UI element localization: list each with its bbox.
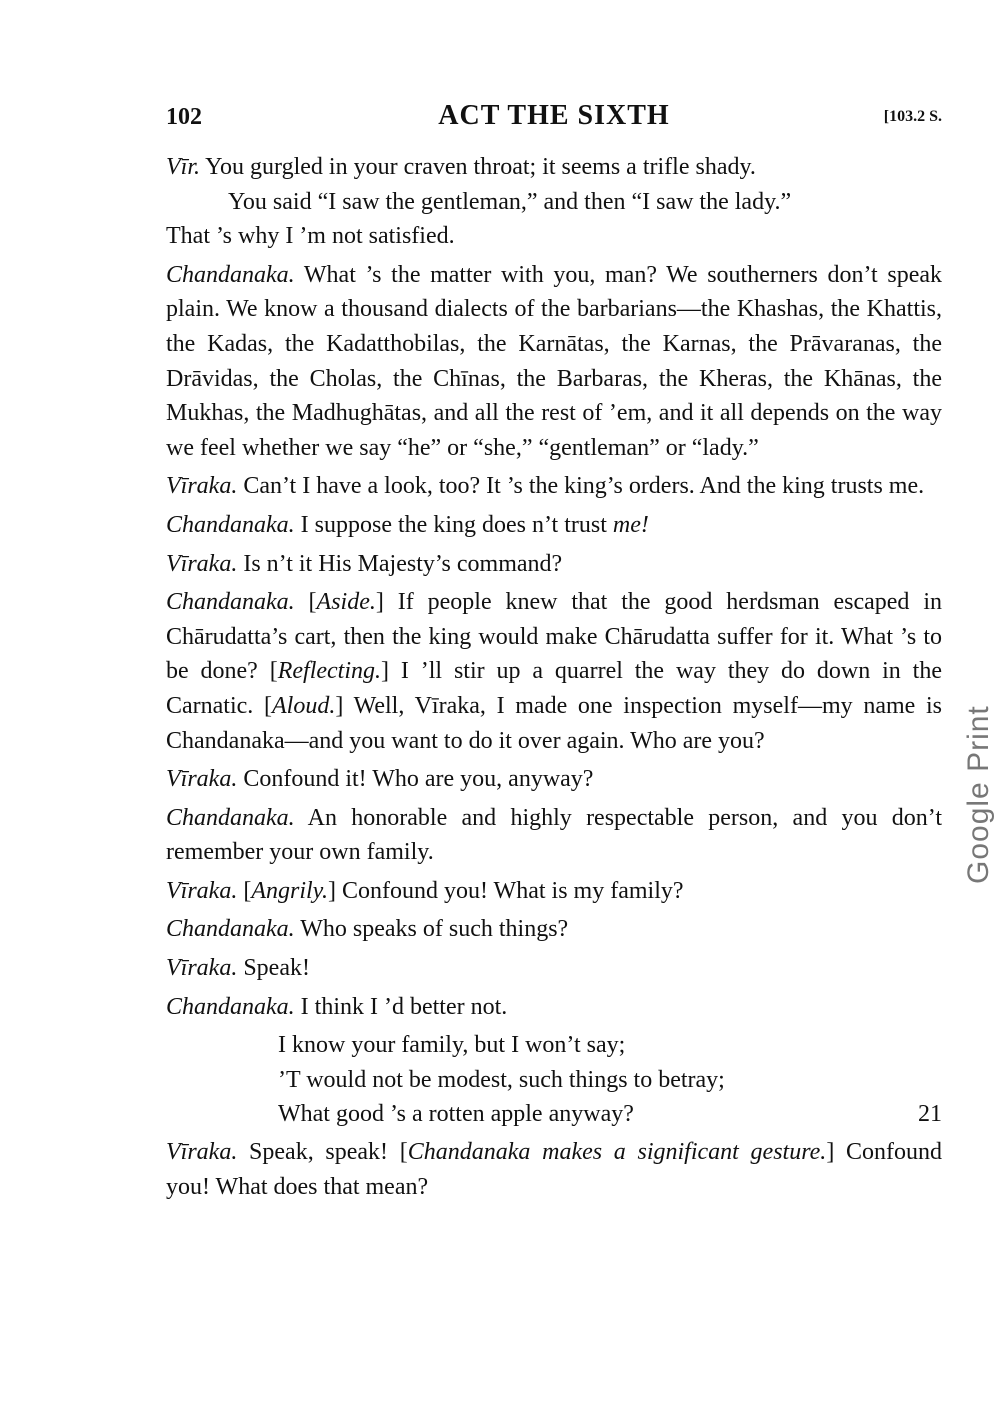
- speech-text: Can’t I have a look, too? It ’s the king’s orders. And the king trusts me.: [243, 473, 925, 500]
- speech-viraka-6: Vīraka. Speak, speak! [Chandanaka makes a significant gesture.] Confound you! What does that mean?: [166, 1139, 943, 1201]
- speech-viraka-4: Vīraka. [Angrily.] Confound you! What is my family?: [166, 877, 684, 904]
- stage-direction: Angrily.: [251, 877, 328, 904]
- speech-text: I think I ’d better not.: [300, 993, 508, 1020]
- dialogue-text: [166, 150, 942, 1209]
- speaker-name: Chandanaka.: [166, 916, 295, 943]
- speech-viraka-2: [166, 547, 942, 582]
- speech-viraka-3: [166, 762, 942, 797]
- speech-viraka-1: [166, 469, 942, 504]
- speech-text: Well, Vīraka, I made one inspection myself—my name is Chandanaka—and you want to do it over again. Who are you?: [166, 692, 942, 754]
- speech-chandanaka-1: [166, 258, 942, 466]
- section-reference: [103.2 S.: [883, 108, 942, 125]
- speech-chandanaka-5: [166, 912, 942, 947]
- stage-direction: Aloud.: [272, 692, 336, 719]
- speech-line: That ’s why I ’m not satisfied.: [166, 223, 455, 250]
- speech-text: Confound you! What is my family?: [342, 877, 684, 904]
- stage-direction: Chandanaka makes a significant gesture.: [407, 1139, 827, 1166]
- speech-text: An honorable and highly respectable person, and you don’t remember your own family.: [166, 804, 942, 866]
- verse-line: ’T would not be modest, such things to betray;: [278, 1066, 725, 1093]
- speech-line: You said “I saw the gentleman,” and then “I saw the lady.”: [228, 188, 792, 215]
- speaker-name: Vīraka.: [166, 1139, 238, 1166]
- speaker-name: Vīr.: [166, 154, 201, 180]
- speech-text: Confound it! Who are you, anyway?: [243, 766, 594, 793]
- speech-text: I ’ll stir up a quarrel the way they do down in the Carnatic.: [166, 658, 942, 719]
- running-title: ACT THE SIXTH: [438, 100, 670, 131]
- page-number: 102: [166, 104, 202, 130]
- page-header: [166, 100, 942, 140]
- speaker-name: Chandanaka.: [166, 589, 295, 616]
- speech-text: Who speaks of such things?: [300, 916, 569, 943]
- speaker-name: Chandanaka.: [166, 261, 295, 288]
- speaker-name: Vīraka.: [166, 955, 238, 982]
- verse-line: What good ’s a rotten apple anyway?: [278, 1101, 634, 1128]
- speech-text: If people knew that the good herdsman escaped in Chārudatta’s cart, then the king would make Chārudatta suffer for it. What ’s to be done?: [166, 589, 942, 685]
- speech-text: Is n’t it His Majesty’s command?: [243, 550, 563, 577]
- speech-chandanaka-6: [166, 990, 942, 1025]
- verse-stanza: [166, 1028, 942, 1131]
- speaker-name: Vīraka.: [166, 766, 238, 793]
- speech-chandanaka-2: [166, 508, 942, 543]
- speaker-name: Vīraka.: [166, 550, 238, 577]
- speech-text: Speak!: [243, 955, 310, 982]
- google-print-watermark: Google Print: [962, 705, 995, 884]
- speech-viraka-5: [166, 951, 942, 986]
- emphasis: me!: [612, 511, 649, 538]
- speaker-name: Vīraka.: [166, 877, 238, 904]
- stage-direction: Reflecting.: [277, 658, 382, 685]
- speaker-name: Chandanaka.: [166, 993, 295, 1020]
- speech-line: You gurgled in your craven throat; it seems a trifle shady.: [205, 154, 756, 180]
- speech-text: I suppose the king does n’t trust: [300, 511, 607, 538]
- speech-text: Confound you! What does that mean?: [166, 1139, 943, 1201]
- speaker-name: Chandanaka.: [166, 804, 295, 831]
- verse-line: I know your family, but I won’t say;: [278, 1032, 626, 1059]
- speech-vira-1: [166, 150, 942, 254]
- stage-direction: Aside.: [316, 589, 376, 616]
- speaker-name: Chandanaka.: [166, 511, 295, 538]
- verse-number: 21: [918, 1100, 942, 1127]
- speech-text: Speak, speak!: [249, 1139, 389, 1166]
- speaker-name: Vīraka.: [166, 473, 238, 500]
- speech-chandanaka-4: [166, 801, 942, 870]
- speech-text: What ’s the matter with you, man? We southerners don’t speak plain. We know a thousand dialects of the barbarians—the Khashas, the Khattis, the Kadas, the Kadatthobilas, the Karnātas, the Karnas, the Prāvaranas, the Drāvidas, the Cholas, the Chīnas, the Barbaras, the Kheras, the Khānas, the Mukhas, the Madhughātas, and all the rest of ’em, and it all depends on the way we feel whether we say “he” or “she,” “gentleman” or “lady.”: [166, 261, 942, 461]
- speech-chandanaka-3: Chandanaka. [Aside.] If people knew that the good herdsman escaped in Chārudatta’s cart, then the king would make Chārudatta suffer for it. What ’s to be done? [Reflecting.] I ’ll stir up a quarrel the way they do down in the Carnatic. [Aloud.] Well, Vīraka, I made one inspection myself—my name is Chandanaka—and you want to do it over again. Who are you?: [166, 589, 942, 754]
